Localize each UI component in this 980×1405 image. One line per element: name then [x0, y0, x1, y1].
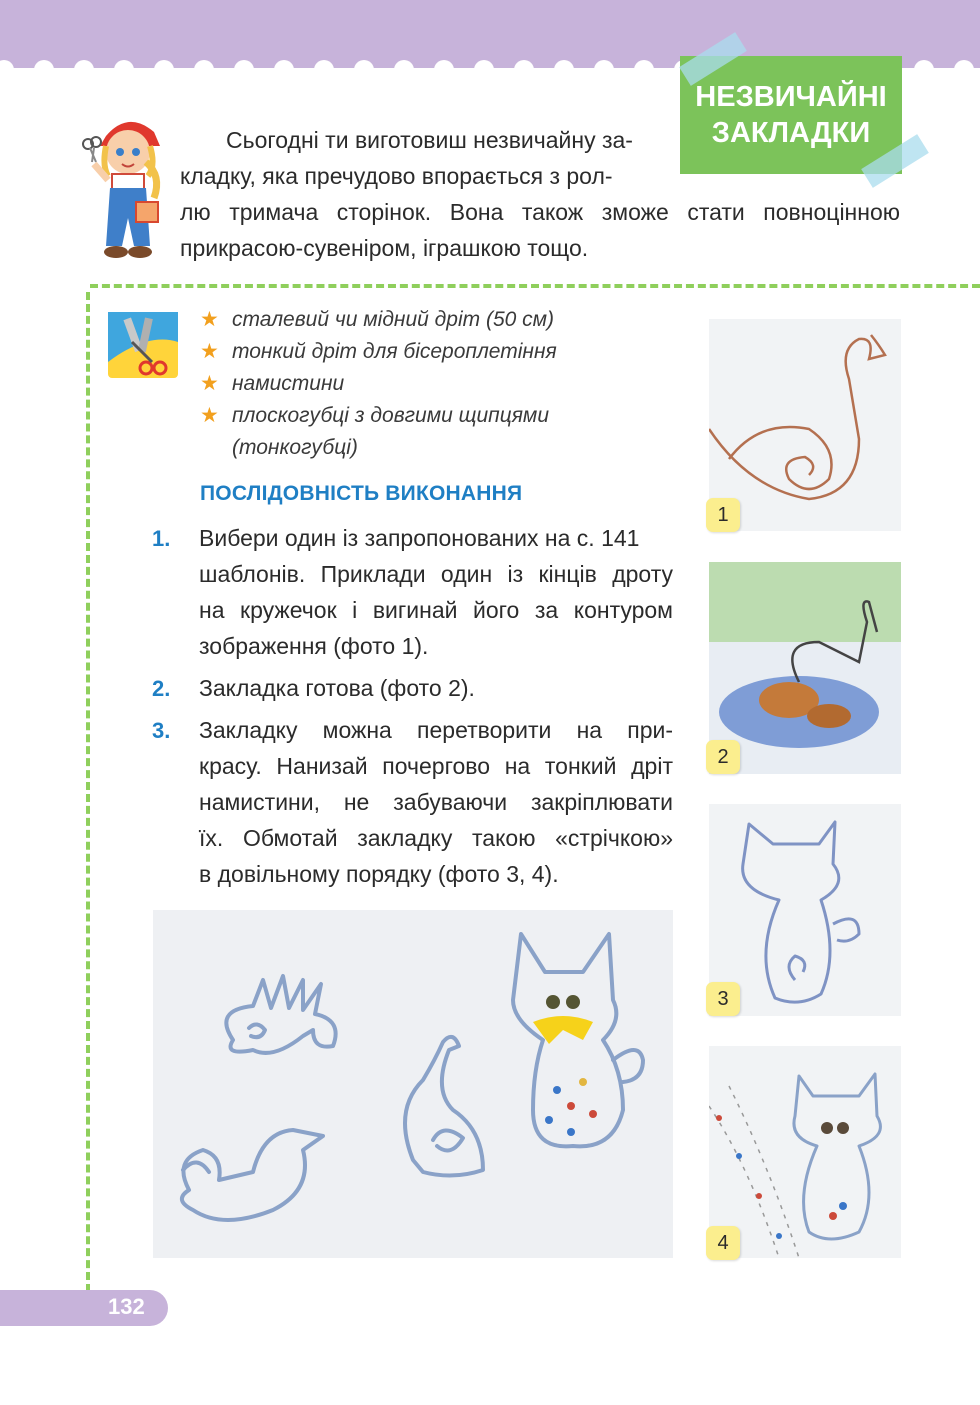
intro-line-1: Сьогодні ти виготовиш незвичайну за-: [226, 127, 633, 153]
tools-icon: [108, 312, 184, 382]
photo-4-beaded-cat-bookmark: [709, 1046, 901, 1258]
intro-line-2: кладку, яка пречудово впорається з рол-: [180, 163, 613, 189]
bookmarks-photo: [153, 910, 673, 1258]
step-3-line: їх. Обмотай закладку такою «стрічкою»: [199, 825, 673, 851]
list-item: ★ сталевий чи мідний дріт (50 см): [200, 304, 660, 336]
step-2-line: Закладка готова (фото 2).: [199, 675, 475, 701]
list-item: ★ тонкий дріт для бісероплетіння: [200, 336, 660, 368]
step-1-line: шаблонів. Приклади один із кінців дроту: [199, 561, 673, 587]
step-number: 1.: [152, 526, 171, 551]
photo-label-3: 3: [706, 982, 740, 1016]
intro-line-4: прикрасою-сувеніром, іграшкою тощо.: [180, 235, 589, 261]
materials-list: [200, 304, 660, 464]
step-3-line: Закладку можна перетворити на при-: [199, 717, 673, 743]
step-1-line: на кружечок і вигинай його за контуром: [199, 597, 673, 623]
star-bullet-icon: ★: [200, 404, 219, 427]
title-box: [680, 56, 902, 174]
title-line-1: НЕЗВИЧАЙНІ: [695, 81, 887, 113]
step-3-line: в довільному порядку (фото 3, 4).: [199, 861, 559, 887]
step-3-line: красу. Нанизай почергово на тонкий дріт: [199, 753, 673, 779]
dashed-divider-horizontal: [90, 284, 980, 288]
step-1-line: Вибери один із запропонованих на с. 141: [199, 525, 640, 551]
photo-label-4: 4: [706, 1226, 740, 1260]
star-bullet-icon: ★: [200, 340, 219, 363]
star-bullet-icon: ★: [200, 308, 219, 331]
step-1-line: зображення (фото 1).: [199, 633, 429, 659]
list-item: ★ намистини: [200, 368, 660, 400]
star-bullet-icon: ★: [200, 372, 219, 395]
sequence-heading: ПОСЛІДОВНІСТЬ ВИКОНАННЯ: [200, 482, 523, 505]
photo-label-2: 2: [706, 740, 740, 774]
photo-label-1: 1: [706, 498, 740, 532]
title-line-2: ЗАКЛАДКИ: [711, 117, 871, 149]
list-item: ★ плоскогубці з довгими щипцями: [200, 400, 660, 432]
step-number: 2.: [152, 676, 171, 701]
step-3-line: намистини, не забуваючи закріплювати: [199, 789, 673, 815]
page-number: 132: [108, 1294, 145, 1319]
girl-with-scissors-illustration: [78, 106, 178, 266]
step-number: 3.: [152, 718, 171, 743]
dashed-divider-vertical: [86, 292, 90, 1292]
intro-line-3: лю тримача сторінок. Вона також зможе стати повноцінною: [180, 199, 900, 225]
list-item-continued: (тонкогубці): [232, 436, 358, 459]
